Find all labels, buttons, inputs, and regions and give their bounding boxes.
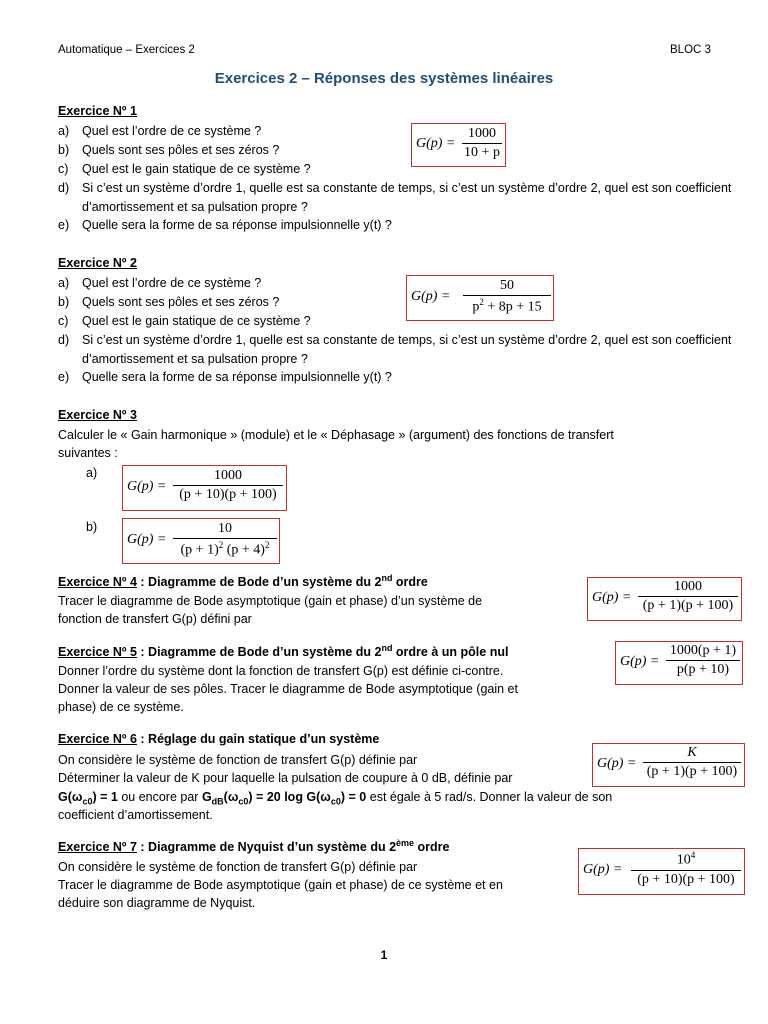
ex6-line-4: coefficient d’amortissement. <box>58 808 213 822</box>
ex3a-transfer-function: G(p) = 1000 (p + 10)(p + 100) <box>122 465 287 511</box>
ex5-line-1: Donner l’ordre du système dont la fonction de transfert G(p) est définie ci-contre. <box>58 664 504 678</box>
ex6-transfer-function: G(p) = K (p + 1)(p + 100) <box>592 743 745 787</box>
ex5-transfer-function: G(p) = 1000(p + 1) p(p + 10) <box>615 641 743 685</box>
exercise-1-title: Exercice Nº 1 <box>58 104 137 118</box>
exercise-4-title: Exercice Nº 4 : Diagramme de Bode d’un système du 2nd ordre <box>58 573 428 590</box>
exercise-2-title: Exercice Nº 2 <box>58 256 137 270</box>
ex6-line-2: Déterminer la valeur de K pour laquelle la pulsation de coupure à 0 dB, définie par <box>58 771 513 785</box>
exercise-3-title: Exercice Nº 3 <box>58 408 137 422</box>
header-left: Automatique – Exercices 2 <box>58 44 195 56</box>
ex5-line-2: Donner la valeur de ses pôles. Tracer le diagramme de Bode asymptotique (gain et <box>58 682 518 696</box>
ex7-line-1: On considère le système de fonction de transfert G(p) définie par <box>58 860 418 874</box>
ex3b-transfer-function: G(p) = 10 $(p + 1)^2$ $(p + 4)^2$ <box>122 518 280 564</box>
exercise-6-title: Exercice Nº 6 : Réglage du gain statique d’un système <box>58 732 380 746</box>
ex4-line-2: fonction de transfert G(p) défini par <box>58 612 252 626</box>
ex1-transfer-function: G(p) = 1000 10 + p <box>411 123 506 167</box>
ex3-line-2: suivantes : <box>58 446 118 460</box>
ex5-line-3: phase) de ce système. <box>58 700 184 714</box>
ex2-transfer-function: G(p) = 50 $p^2 + 8p + 15$ <box>406 275 554 321</box>
ex7-transfer-function: G(p) = $10^4$ (p + 10)(p + 100) <box>578 848 745 895</box>
exercise-7-title: Exercice Nº 7 : Diagramme de Nyquist d’un système du 2ème ordre <box>58 838 450 855</box>
ex4-transfer-function: G(p) = 1000 (p + 1)(p + 100) <box>587 577 742 621</box>
page-number: 1 <box>380 948 388 962</box>
ex6-line-1: On considère le système de fonction de transfert G(p) définie par <box>58 753 418 767</box>
header-right: BLOC 3 <box>670 44 711 56</box>
ex3-line-1: Calculer le « Gain harmonique » (module) et le « Déphasage » (argument) des fonctions de transfert <box>58 428 614 442</box>
ex7-line-3: déduire son diagramme de Nyquist. <box>58 896 256 910</box>
ex3-label-a: a) <box>86 466 98 480</box>
ex7-line-2: Tracer le diagramme de Bode asymptotique (gain et phase) de ce système et en <box>58 878 503 892</box>
ex3-label-b: b) <box>86 520 98 534</box>
page-title: Exercices 2 – Réponses des systèmes linéaires <box>214 70 554 87</box>
exercise-5-title: Exercice Nº 5 : Diagramme de Bode d’un système du 2nd ordre à un pôle nul <box>58 643 509 660</box>
ex6-line-3: $G(\omega_{c0}) = 1$ ou encore par $G_{dB}(\omega_{c0}) = 20$ $\log G(\omega_{c0}) = 0$ est égale à 5 rad/s. Donner la valeur de son <box>58 790 613 807</box>
ex4-line-1: Tracer le diagramme de Bode asymptotique (gain et phase) d’un système de <box>58 594 483 608</box>
